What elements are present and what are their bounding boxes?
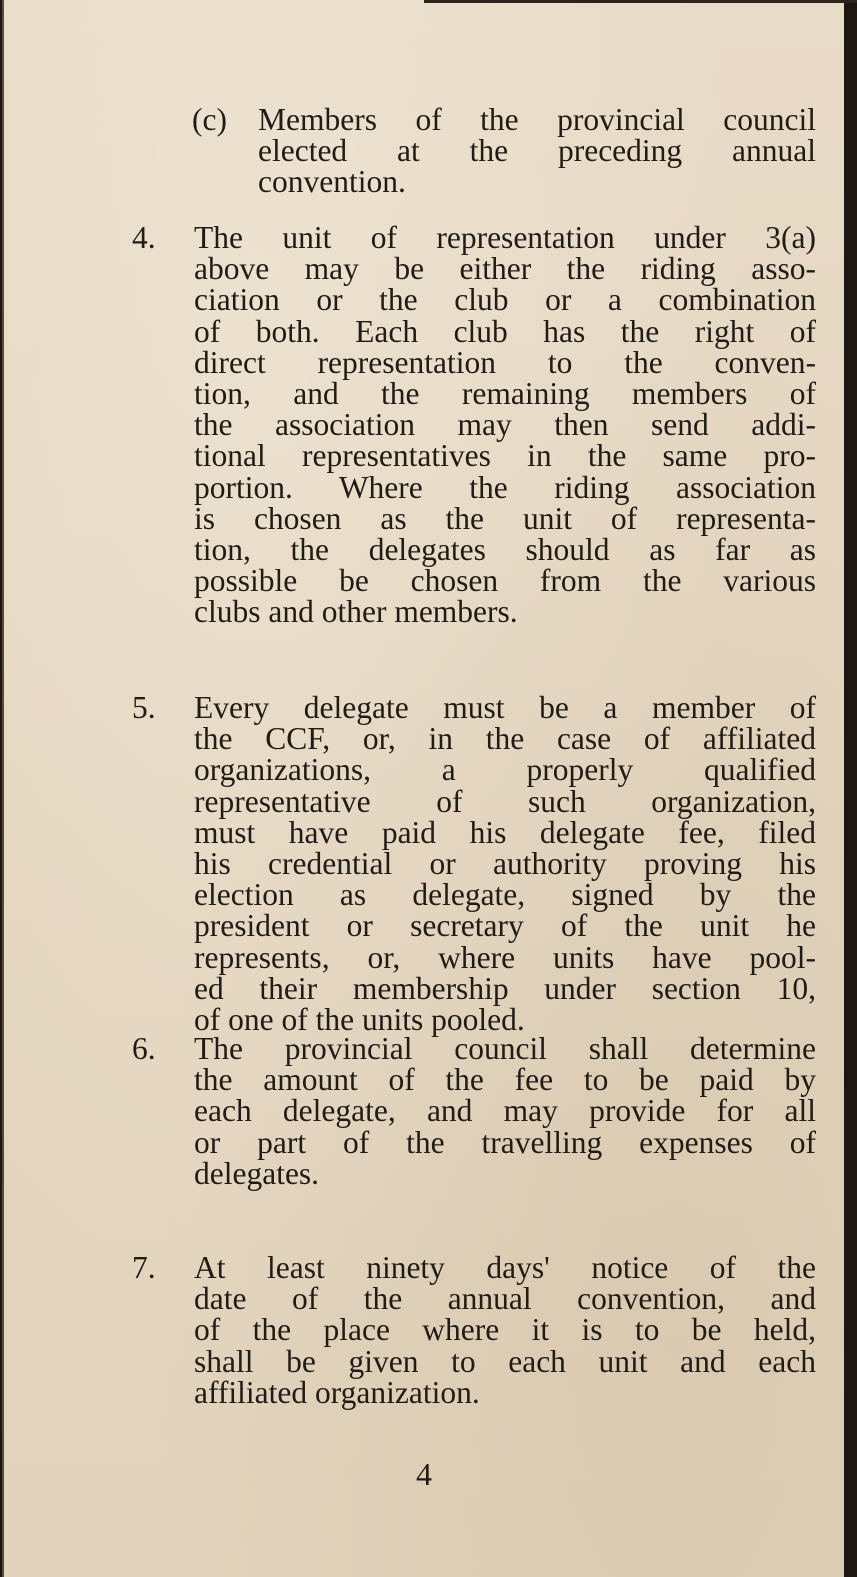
clause-body	[194, 690, 816, 1038]
text-line: president or secretary of the unit he	[194, 908, 816, 944]
text-line: of both. Each club has the right of	[194, 313, 816, 349]
text-line: ed their membership under section 10,	[194, 970, 816, 1006]
text-line: tion, and the remaining members of	[194, 376, 816, 412]
page-edge-shadow	[424, 0, 857, 3]
text-line: the amount of the fee to be paid by	[194, 1062, 816, 1098]
text-line: of one of the units pooled.	[194, 1002, 525, 1038]
clause-5	[132, 690, 816, 1038]
text-line: portion. Where the riding association	[194, 469, 816, 505]
clause-marker: 6.	[132, 1031, 156, 1066]
clause-body	[194, 1033, 816, 1189]
text-line: clubs and other members.	[194, 594, 518, 630]
text-line: the CCF, or, in the case of affiliated	[194, 721, 816, 757]
text-line: date of the annual convention, and	[194, 1281, 816, 1317]
text-line: is chosen as the unit of representa-	[194, 500, 816, 536]
text-line: election as delegate, signed by the	[194, 877, 816, 913]
text-line: each delegate, and may provide for all	[194, 1093, 816, 1129]
text-line: Every delegate must be a member of	[194, 690, 816, 725]
clause-body	[194, 222, 816, 628]
text-line: or part of the travelling expenses of	[194, 1124, 816, 1160]
text-line: affiliated organization.	[194, 1374, 480, 1410]
text-line: represents, or, where units have pool-	[194, 939, 816, 975]
clause-body	[194, 1252, 816, 1408]
text-line: tion, the delegates should as far as	[194, 532, 816, 568]
clause-marker: 4.	[132, 220, 156, 255]
text-line: his credential or authority proving his	[194, 846, 816, 882]
clause-3c	[192, 104, 816, 198]
clause-marker: 7.	[132, 1250, 156, 1285]
text-line: of the place where it is to be held,	[194, 1312, 816, 1348]
text-line: the association may then send addi-	[194, 407, 816, 443]
text-line: Members of the provincial council	[258, 102, 816, 137]
text-line: direct representation to the conven-	[194, 344, 816, 380]
text-line: delegates.	[194, 1155, 320, 1191]
document-page	[2, 0, 844, 1577]
text-line: representative of such organization,	[194, 783, 816, 819]
clause-6	[132, 1031, 816, 1191]
clause-4	[132, 220, 816, 630]
text-line: The provincial council shall determine	[194, 1031, 816, 1066]
text-line: ciation or the club or a combination	[194, 282, 816, 318]
text-line: The unit of representation under 3(a)	[194, 220, 816, 255]
text-line: organizations, a properly qualified	[194, 752, 816, 788]
text-line: possible be chosen from the various	[194, 563, 816, 599]
page-number: 4	[416, 1456, 432, 1492]
text-line: must have paid his delegate fee, filed	[194, 814, 816, 850]
clause-marker: (c)	[192, 102, 227, 137]
text-line: tional representatives in the same pro-	[194, 438, 816, 474]
clause-body	[258, 104, 816, 198]
text-line: convention.	[258, 164, 406, 200]
clause-marker: 5.	[132, 690, 156, 725]
clause-7	[132, 1250, 816, 1410]
text-line: shall be given to each unit and each	[194, 1343, 816, 1379]
text-line: At least ninety days' notice of the	[194, 1250, 816, 1285]
text-line: elected at the preceding annual	[258, 133, 816, 169]
text-line: above may be either the riding asso-	[194, 251, 816, 287]
